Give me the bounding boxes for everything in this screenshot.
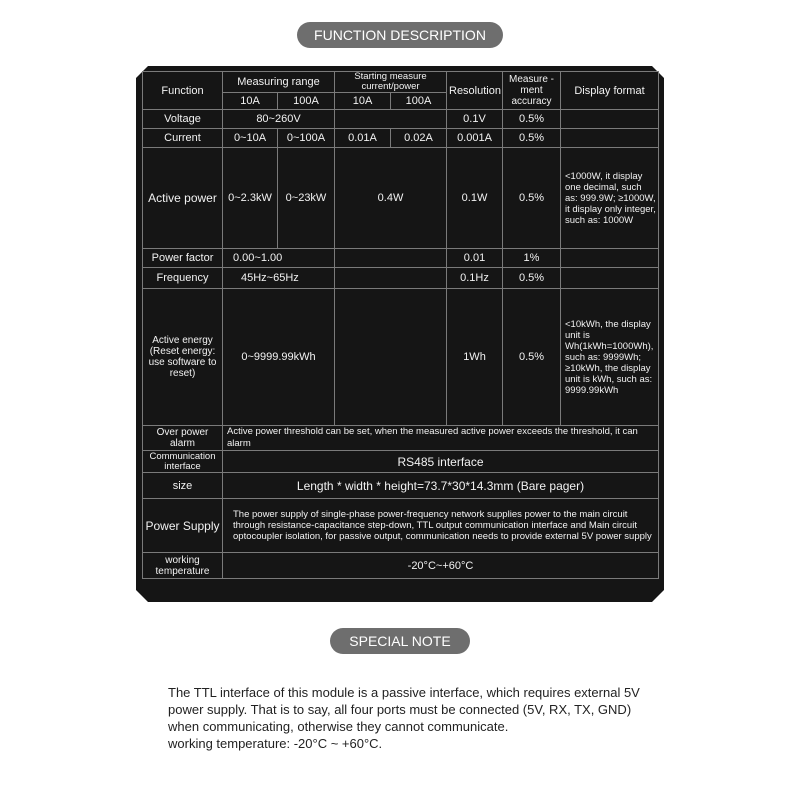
active-power-start: 0.4W [335, 148, 447, 249]
spec-table [142, 71, 659, 579]
size-text: Length * width * height=73.7*30*14.3mm (Bare pager) [223, 473, 659, 499]
row-voltage-label: Voltage [143, 110, 223, 129]
row-working-temp-label: working temperature [143, 553, 223, 579]
header-st-100a: 100A [391, 93, 447, 110]
function-description-heading: FUNCTION DESCRIPTION [297, 22, 503, 48]
frequency-range: 45Hz~65Hz [223, 268, 335, 289]
row-power-supply-label: Power Supply [143, 499, 223, 553]
communication-text: RS485 interface [223, 451, 659, 473]
row-communication-label: Communication interface [143, 451, 223, 473]
header-function: Function [143, 72, 223, 110]
active-power-display: <1000W, it display one decimal, such as: 999.9W; ≥1000W, it display only integer, such as: 1000W [561, 148, 659, 249]
power-factor-start [335, 249, 447, 268]
header-measuring-range: Measuring range [223, 72, 335, 93]
special-note-text [168, 684, 648, 752]
active-energy-start [335, 289, 447, 426]
row-frequency-label: Frequency [143, 268, 223, 289]
frequency-start [335, 268, 447, 289]
header-accuracy: Measure -ment accuracy [503, 72, 561, 110]
frequency-accuracy: 0.5% [503, 268, 561, 289]
current-range-10a: 0~10A [223, 129, 278, 148]
over-power-alarm-text: Active power threshold can be set, when the measured active power exceeds the threshold, it can alarm [223, 426, 659, 451]
row-size-label: size [143, 473, 223, 499]
header-display-format: Display format [561, 72, 659, 110]
current-resolution: 0.001A [447, 129, 503, 148]
active-energy-accuracy: 0.5% [503, 289, 561, 426]
note-working-temperature: working temperature: -20°C ~ +60°C. [168, 736, 383, 751]
power-factor-display [561, 249, 659, 268]
power-factor-accuracy: 1% [503, 249, 561, 268]
active-power-range-10a: 0~2.3kW [223, 148, 278, 249]
header-resolution: Resolution [447, 72, 503, 110]
header-mr-100a: 100A [278, 93, 335, 110]
active-energy-display: <10kWh, the display unit is Wh(1kWh=1000Wh), such as: 9999Wh; ≥10kWh, the display unit is kWh, such as: 9999.99kWh [561, 289, 659, 426]
current-range-100a: 0~100A [278, 129, 335, 148]
header-st-10a: 10A [335, 93, 391, 110]
active-energy-range: 0~9999.99kWh [223, 289, 335, 426]
special-note-heading: SPECIAL NOTE [330, 628, 470, 654]
active-power-resolution: 0.1W [447, 148, 503, 249]
voltage-accuracy: 0.5% [503, 110, 561, 129]
power-factor-resolution: 0.01 [447, 249, 503, 268]
frequency-display [561, 268, 659, 289]
active-power-accuracy: 0.5% [503, 148, 561, 249]
note-paragraph: The TTL interface of this module is a passive interface, which requires external 5V power supply. That is to say, all four ports must be connected (5V, RX, TX, GND) when communicating, otherwise they cannot communicate. [168, 685, 640, 734]
current-display [561, 129, 659, 148]
row-active-power-label: Active power [143, 148, 223, 249]
frequency-resolution: 0.1Hz [447, 268, 503, 289]
active-power-range-100a: 0~23kW [278, 148, 335, 249]
row-over-power-label: Over power alarm [143, 426, 223, 451]
voltage-start [335, 110, 447, 129]
power-supply-text: The power supply of single-phase power-frequency network supplies power to the main circuit through resistance-capacitance step-down, TTL output communication interface and Main circuit optocoupler isolation, for passive output, communication needs to provide external 5V power supply [223, 499, 659, 553]
row-power-factor-label: Power factor [143, 249, 223, 268]
working-temp-text: -20°C~+60°C [223, 553, 659, 579]
power-factor-range: 0.00~1.00 [223, 249, 335, 268]
active-energy-resolution: 1Wh [447, 289, 503, 426]
current-accuracy: 0.5% [503, 129, 561, 148]
current-start-100a: 0.02A [391, 129, 447, 148]
voltage-display [561, 110, 659, 129]
current-start-10a: 0.01A [335, 129, 391, 148]
row-current-label: Current [143, 129, 223, 148]
voltage-range: 80~260V [223, 110, 335, 129]
voltage-resolution: 0.1V [447, 110, 503, 129]
row-active-energy-label: Active energy (Reset energy: use software to reset) [143, 289, 223, 426]
header-mr-10a: 10A [223, 93, 278, 110]
header-starting-measure: Starting measure current/power [335, 72, 447, 93]
